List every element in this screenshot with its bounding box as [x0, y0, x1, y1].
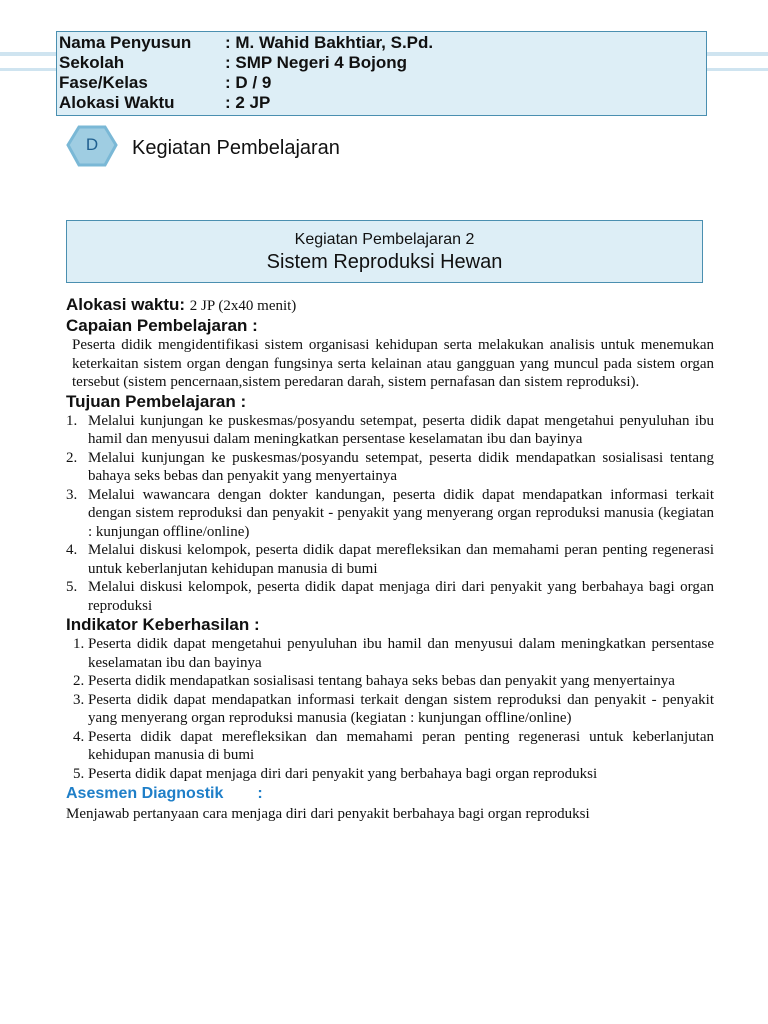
list-item — [66, 578, 714, 615]
header-row-fase — [59, 73, 706, 93]
list-number: 5. — [66, 579, 78, 595]
scan-artifact-left — [0, 52, 56, 56]
list-text: Melalui wawancara dengan dokter kandungan, peserta didik dapat mendapatkan informasi terkait dengan sistem reproduksi dan penyakit - penyakit yang menyerang organ reproduksi manusia (kegiatan : kunjungan offline/online) — [88, 486, 714, 540]
scan-artifact-left-2 — [0, 68, 56, 71]
header-row-nama — [59, 33, 706, 53]
hexagon-badge-icon — [66, 125, 118, 171]
header-value: : SMP Negeri 4 Bojong — [225, 53, 407, 72]
list-number: 1. — [66, 412, 78, 429]
lesson-title: Sistem Reproduksi Hewan — [266, 251, 503, 273]
lesson-content — [66, 295, 714, 824]
list-number: 4. — [66, 542, 78, 558]
list-item — [66, 486, 714, 542]
list-text: Peserta didik dapat menjaga diri dari penyakit yang berbahaya bagi organ reproduksi — [88, 765, 598, 782]
list-item — [66, 412, 714, 449]
identity-header-box — [56, 31, 707, 116]
section-title: Kegiatan Pembelajaran — [132, 136, 340, 159]
list-number: 2. — [66, 449, 78, 466]
section-badge-letter: D — [85, 135, 99, 154]
scan-artifact-right-2 — [707, 68, 768, 71]
tujuan-list — [66, 412, 714, 616]
asesmen-label: Asesmen Diagnostik — [66, 785, 224, 802]
list-number: 3. — [73, 691, 85, 708]
list-item — [66, 691, 714, 728]
list-number: 5. — [73, 765, 85, 782]
list-number: 4. — [73, 728, 85, 745]
asesmen-colon: : — [257, 785, 263, 802]
list-item — [66, 765, 714, 784]
list-number: 2. — [73, 673, 85, 689]
list-text: Melalui kunjungan ke puskesmas/posyandu setempat, peserta didik mendapatkan sosialisasi tentang bahaya seks bebas dan penyakit yang menyertainya — [88, 449, 714, 484]
list-item — [66, 449, 714, 486]
alokasi-value: 2 JP (2x40 menit) — [189, 298, 297, 314]
indikator-list — [66, 635, 714, 783]
capaian-heading: Capaian Pembelajaran : — [66, 316, 258, 335]
alokasi-label: Alokasi waktu: — [66, 295, 186, 314]
section-heading — [66, 124, 340, 172]
list-text: Peserta didik mendapatkan sosialisasi tentang bahaya seks bebas dan penyakit yang menyertainya — [88, 673, 675, 689]
header-label: Nama Penyusun — [59, 33, 192, 52]
header-label: Alokasi Waktu — [59, 93, 175, 112]
list-text: Melalui kunjungan ke puskesmas/posyandu setempat, peserta didik dapat mengetahui penyuluhan ibu hamil dan menyusui dalam meningkatkan persentase keselamatan ibu dan bayinya — [88, 412, 714, 447]
header-label: Fase/Kelas — [59, 73, 148, 92]
capaian-text: Peserta didik mengidentifikasi sistem organisasi kehidupan serta melakukan analisis untuk menemukan keterkaitan sistem organ dengan fungsinya serta kelainan atau gangguan yang muncul pada sistem organ tersebut (sistem pencernaan,sistem peredaran darah, sistem pernafasan dan sistem reproduksi). — [72, 337, 714, 390]
list-number: 3. — [66, 486, 78, 503]
list-item — [66, 728, 714, 765]
alokasi-line — [66, 295, 714, 316]
header-value: : 2 JP — [225, 93, 271, 112]
header-row-alokasi — [59, 93, 706, 113]
header-label: Sekolah — [59, 53, 125, 72]
list-number: 1. — [73, 636, 85, 652]
asesmen-heading — [66, 783, 714, 805]
header-row-sekolah — [59, 53, 706, 73]
header-value: : M. Wahid Bakhtiar, S.Pd. — [225, 33, 434, 52]
list-text: Peserta didik dapat mendapatkan informasi terkait dengan sistem reproduksi dan penyakit - penyakit yang menyerang organ reproduksi manusia (kegiatan : kunjungan offline/online) — [88, 691, 714, 726]
asesmen-text: Menjawab pertanyaan cara menjaga diri dari penyakit berbahaya bagi organ reproduksi — [66, 806, 590, 822]
list-text: Melalui diskusi kelompok, peserta didik dapat menjaga diri dari penyakit yang berbahaya bagi organ reproduksi — [88, 579, 714, 614]
lesson-title-box — [66, 220, 703, 283]
lesson-subtitle: Kegiatan Pembelajaran 2 — [294, 231, 475, 248]
list-item — [66, 672, 714, 691]
list-text: Peserta didik dapat merefleksikan dan memahami peran penting regenerasi untuk keberlanjutan kehidupan manusia di bumi — [88, 728, 714, 763]
list-text: Melalui diskusi kelompok, peserta didik dapat merefleksikan dan memahami peran penting regenerasi untuk keberlanjutan kehidupan manusia di bumi — [88, 542, 714, 577]
list-item — [66, 541, 714, 578]
header-value: : D / 9 — [225, 73, 272, 92]
list-item — [66, 635, 714, 672]
scan-artifact-right — [707, 52, 768, 56]
list-text: Peserta didik dapat mengetahui penyuluhan ibu hamil dan menyusui dalam meningkatkan persentase keselamatan ibu dan bayinya — [88, 636, 714, 671]
indikator-heading: Indikator Keberhasilan : — [66, 615, 260, 634]
tujuan-heading: Tujuan Pembelajaran : — [66, 391, 247, 411]
